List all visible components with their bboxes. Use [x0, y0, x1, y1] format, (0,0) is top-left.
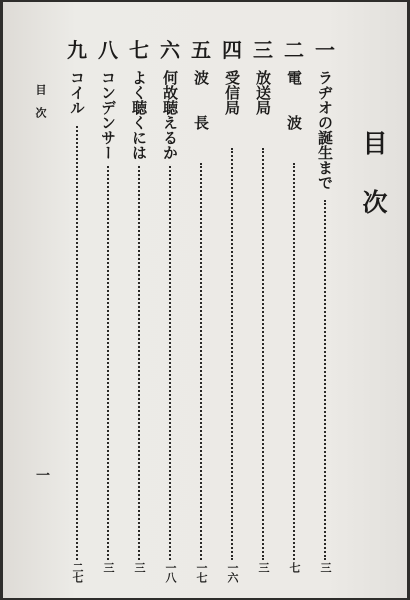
toc-entry[interactable]: [220, 38, 244, 590]
chapter-number: 八: [98, 38, 118, 62]
dot-leader: [231, 148, 233, 560]
chapter-title: コンデンサー: [99, 70, 117, 160]
page-number: 三: [257, 562, 270, 572]
page-number: 三: [319, 562, 332, 572]
toc-entry[interactable]: [282, 38, 306, 590]
dot-leader: [107, 166, 109, 560]
folio-page-number: 一: [34, 468, 50, 482]
chapter-number: 四: [222, 38, 242, 62]
chapter-number: 九: [67, 38, 87, 62]
page-number: 二七: [71, 562, 84, 582]
page-number: 三: [102, 562, 115, 572]
chapter-title: 放送局: [254, 70, 272, 115]
toc-entry[interactable]: [251, 38, 275, 590]
chapter-title: 何故聴えるか: [161, 70, 179, 160]
toc-entry[interactable]: [65, 38, 89, 590]
chapter-number: 三: [253, 38, 273, 62]
toc-entry[interactable]: [158, 38, 182, 590]
page-number: 三: [133, 562, 146, 572]
chapter-title: 電 波: [285, 70, 303, 130]
page-number: 七: [288, 562, 301, 572]
page-number: 一六: [226, 562, 239, 582]
toc-entry[interactable]: [127, 38, 151, 590]
toc-entry[interactable]: [313, 38, 337, 590]
chapter-title: コイル: [68, 70, 86, 115]
chapter-number: 五: [191, 38, 211, 62]
chapter-number: 六: [160, 38, 180, 62]
dot-leader: [324, 200, 326, 560]
page-number: 一八: [164, 562, 177, 582]
chapter-number: 一: [315, 38, 335, 62]
toc-entry[interactable]: [96, 38, 120, 590]
dot-leader: [76, 126, 78, 560]
chapter-number: 二: [284, 38, 304, 62]
chapter-number: 七: [129, 38, 149, 62]
dot-leader: [262, 148, 264, 560]
chapter-title: よく聴くには: [130, 70, 148, 160]
dot-leader: [169, 166, 171, 560]
book-page: [3, 2, 407, 598]
running-head: 目次: [34, 84, 47, 130]
dot-leader: [293, 163, 295, 560]
toc-entry[interactable]: [189, 38, 213, 590]
chapter-title: 波 長: [192, 70, 210, 130]
dot-leader: [138, 166, 140, 560]
dot-leader: [200, 163, 202, 560]
page-number: 一七: [195, 562, 208, 582]
toc-heading: 目次: [359, 130, 388, 248]
chapter-title: 受信局: [223, 70, 241, 115]
chapter-title: ラヂオの誕生まで: [316, 70, 334, 190]
